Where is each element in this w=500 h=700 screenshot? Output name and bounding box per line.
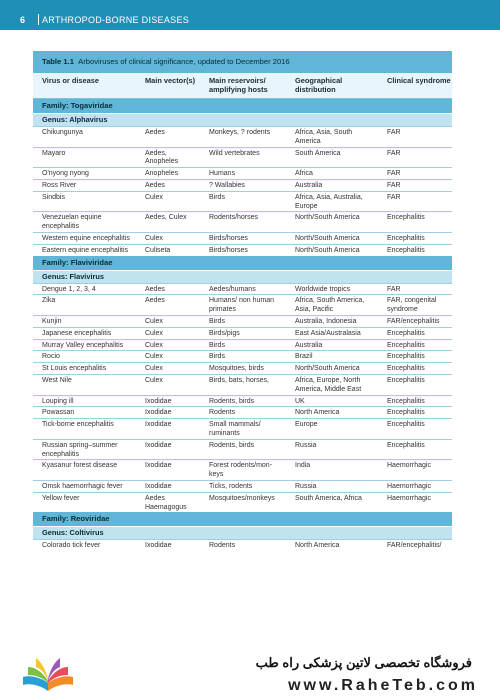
cell-virus: Zika: [42, 297, 56, 305]
cell-virus: Ross River: [42, 181, 77, 189]
cell-vector: Culiseta: [145, 246, 171, 254]
cell-distribution: East Asia/Australasia: [295, 329, 361, 337]
header-syndrome: Clinical syndrome: [387, 76, 451, 85]
cell-reservoir: Birds, bats, horses,: [209, 376, 269, 384]
open-book-logo-icon: [20, 653, 76, 693]
cell-reservoir: Birds: [209, 341, 225, 349]
table-header-row: [33, 73, 452, 99]
cell-virus: Mayaro: [42, 149, 66, 157]
cell-virus: Murray Valley encephalitis: [42, 341, 124, 349]
cell-reservoir: Wild vertebrates: [209, 149, 260, 157]
cell-virus: Western equine encephalitis: [42, 234, 130, 242]
table-row: [33, 362, 452, 374]
cell-virus: O'nyong nyong: [42, 170, 89, 178]
cell-virus: St Louis encephalitis: [42, 365, 107, 373]
cell-syndrome: Encephalitis: [387, 376, 425, 384]
page-number: 6: [20, 15, 26, 25]
cell-reservoir: Humans: [209, 170, 236, 178]
table-row: [33, 480, 452, 492]
cell-distribution: India: [295, 462, 311, 470]
table-row: [33, 374, 452, 395]
cell-distribution: Africa, South America, Asia, Pacific: [295, 297, 365, 314]
table-body: [33, 99, 452, 551]
table-row: [33, 147, 452, 168]
cell-distribution: Africa, Asia, Australia, Europe: [295, 193, 363, 210]
genus-heading: Genus: Alphavirus: [33, 113, 452, 126]
cell-vector: Aedes: [145, 285, 165, 293]
cell-virus: Yellow fever: [42, 494, 80, 502]
cell-reservoir: Birds: [209, 353, 225, 361]
cell-vector: Culex: [145, 341, 163, 349]
family-heading: Family: Reoviridae: [33, 512, 452, 526]
cell-syndrome: FAR, congenital syndrome: [387, 297, 437, 314]
cell-vector: Ixodidae: [145, 409, 172, 417]
cell-virus: Omsk haemorrhagic fever: [42, 482, 123, 490]
cell-reservoir: Aedes/humans: [209, 285, 256, 293]
brand-name: فروشگاه تخصصی لاتین پزشکی راه طب: [255, 655, 472, 670]
table-row: [33, 439, 452, 460]
cell-vector: Aedes Haemagogus: [145, 494, 187, 511]
cell-distribution: UK: [295, 397, 305, 405]
cell-syndrome: FAR: [387, 149, 401, 157]
cell-virus: West Nile: [42, 376, 72, 384]
cell-virus: Louping ill: [42, 397, 74, 405]
cell-reservoir: Rodents: [209, 409, 236, 417]
cell-reservoir: Birds: [209, 193, 225, 201]
family-heading: Family: Flaviviridae: [33, 256, 452, 270]
running-head-divider: [38, 14, 39, 25]
cell-syndrome: Haemorrhagic: [387, 462, 431, 470]
cell-distribution: Worldwide tropics: [295, 285, 351, 293]
cell-vector: Ixodidae: [145, 441, 172, 449]
cell-vector: Aedes, Anopheles: [145, 149, 179, 166]
header-distribution: Geographical distribution: [295, 76, 343, 94]
table-row: [33, 232, 452, 244]
table-row: [33, 191, 452, 212]
table-caption: [33, 51, 452, 73]
cell-syndrome: FAR: [387, 129, 401, 136]
cell-distribution: North/South America: [295, 246, 360, 254]
table-row: [33, 539, 452, 551]
cell-distribution: North America: [295, 542, 340, 550]
cell-vector: Ixodidae: [145, 542, 172, 550]
cell-distribution: North/South America: [295, 214, 360, 222]
cell-syndrome: Encephalitis: [387, 397, 425, 405]
cell-reservoir: Rodents/horses: [209, 214, 259, 222]
cell-distribution: North/South America: [295, 234, 360, 242]
cell-syndrome: Encephalitis: [387, 341, 425, 349]
cell-syndrome: FAR/encephalitis/: [387, 542, 442, 550]
cell-syndrome: Encephalitis: [387, 214, 425, 222]
cell-reservoir: Birds/horses: [209, 234, 248, 242]
cell-syndrome: Encephalitis: [387, 246, 425, 254]
cell-distribution: Africa: [295, 170, 313, 178]
genus-heading: Genus: Coltivirus: [33, 526, 452, 539]
header-vector: Main vector(s): [145, 76, 196, 85]
table-row: [33, 459, 452, 480]
cell-syndrome: Haemorrhagic: [387, 482, 431, 490]
cell-syndrome: Encephalitis: [387, 441, 425, 449]
cell-syndrome: Encephalitis: [387, 234, 425, 242]
cell-distribution: Russia: [295, 482, 317, 490]
cell-distribution: Russia: [295, 441, 317, 449]
cell-virus: Powassan: [42, 409, 75, 417]
header-virus: Virus or disease: [42, 76, 99, 85]
cell-vector: Aedes: [145, 181, 165, 189]
cell-virus: Japanese encephalitis: [42, 329, 112, 337]
cell-reservoir: Rodents: [209, 542, 236, 550]
cell-syndrome: Encephalitis: [387, 365, 425, 373]
cell-vector: Culex: [145, 376, 163, 384]
table-caption-text: Arboviruses of clinical significance, updated to December 2016: [78, 57, 290, 66]
cell-distribution: Africa, Asia, South America: [295, 129, 353, 145]
genus-heading: Genus: Flavivirus: [33, 270, 452, 283]
cell-virus: Venezuelan equine encephalitis: [42, 214, 102, 231]
cell-virus: Kunjin: [42, 317, 62, 325]
cell-vector: Aedes: [145, 297, 165, 305]
cell-vector: Ixodidae: [145, 462, 172, 470]
cell-virus: Russian spring–summer encephalitis: [42, 441, 118, 458]
cell-syndrome: FAR: [387, 193, 401, 201]
table-row: [33, 244, 452, 256]
cell-vector: Culex: [145, 329, 163, 337]
cell-syndrome: FAR: [387, 170, 401, 178]
table-row: [33, 492, 452, 513]
cell-reservoir: Rodents, birds: [209, 441, 255, 449]
table-row: [33, 126, 452, 147]
cell-vector: Culex: [145, 317, 163, 325]
cell-distribution: North America: [295, 409, 340, 417]
cell-distribution: South America: [295, 149, 341, 157]
table-row: [33, 283, 452, 295]
table-row: [33, 315, 452, 327]
table-row: [33, 294, 452, 315]
cell-vector: Culex: [145, 365, 163, 373]
chapter-title: ARTHROPOD-BORNE DISEASES: [42, 15, 190, 25]
cell-reservoir: ? Wallabies: [209, 181, 245, 189]
cell-vector: Culex: [145, 353, 163, 361]
cell-virus: Kyasanur forest disease: [42, 462, 118, 470]
cell-vector: Ixodidae: [145, 482, 172, 490]
cell-virus: Rocio: [42, 353, 60, 361]
arbovirus-table: [33, 51, 452, 643]
cell-virus: Sindbis: [42, 193, 65, 201]
cell-reservoir: Birds: [209, 317, 225, 325]
cell-virus: Eastern equine encephalitis: [42, 246, 129, 254]
cell-distribution: Brazil: [295, 353, 313, 361]
cell-reservoir: Rodents, birds: [209, 397, 255, 405]
cell-virus: Chikungunya: [42, 129, 83, 136]
running-head: [0, 0, 500, 30]
table-row: [33, 211, 452, 232]
cell-vector: Culex: [145, 193, 163, 201]
header-reservoir: Main reservoirs/ amplifying hosts: [209, 76, 268, 94]
cell-reservoir: Small mammals/ ruminants: [209, 421, 261, 437]
table-row: [33, 179, 452, 191]
table-row: [33, 350, 452, 362]
cell-distribution: Australia: [295, 341, 323, 349]
cell-reservoir: Ticks, rodents: [209, 482, 253, 490]
table-caption-label: Table 1.1: [42, 57, 74, 66]
cell-reservoir: Mosquitoes, birds: [209, 365, 264, 373]
family-heading: Family: Togaviridae: [33, 99, 452, 113]
cell-reservoir: Birds/horses: [209, 246, 248, 254]
table-row: [33, 418, 452, 439]
cell-syndrome: Encephalitis: [387, 409, 425, 417]
cell-distribution: Europe: [295, 421, 318, 429]
table-row: [33, 327, 452, 339]
table-row: [33, 339, 452, 351]
cell-vector: Aedes, Culex: [145, 214, 187, 222]
cell-syndrome: FAR: [387, 285, 401, 293]
cell-vector: Culex: [145, 234, 163, 242]
publisher-footer: [0, 643, 500, 700]
cell-reservoir: Humans/ non human primates: [209, 297, 274, 314]
table-row: [33, 395, 452, 407]
cell-vector: Anopheles: [145, 170, 179, 178]
cell-reservoir: Forest rodents/mon-keys: [209, 462, 273, 479]
cell-reservoir: Mosquitoes/monkeys: [209, 494, 275, 502]
cell-virus: Tick-borne encephalitis: [42, 421, 114, 429]
cell-distribution: South America, Africa: [295, 494, 362, 502]
cell-virus: Dengue 1, 2, 3, 4: [42, 285, 96, 293]
cell-reservoir: Monkeys, ? rodents: [209, 129, 271, 136]
cell-vector: Ixodidae: [145, 397, 172, 405]
cell-reservoir: Birds/pigs: [209, 329, 240, 337]
cell-distribution: Australia, Indonesia: [295, 317, 357, 325]
cell-distribution: North/South America: [295, 365, 360, 373]
cell-syndrome: Encephalitis: [387, 329, 425, 337]
cell-distribution: Australia: [295, 181, 323, 189]
cell-vector: Ixodidae: [145, 421, 172, 429]
cell-virus: Colorado tick fever: [42, 542, 101, 550]
cell-syndrome: FAR/encephalitis: [387, 317, 440, 325]
cell-syndrome: Encephalitis: [387, 353, 425, 361]
table-row: [33, 167, 452, 179]
cell-syndrome: FAR: [387, 181, 401, 189]
cell-vector: Aedes: [145, 129, 165, 136]
cell-syndrome: Haemorrhagic: [387, 494, 431, 502]
table-row: [33, 406, 452, 418]
cell-syndrome: Encephalitis: [387, 421, 425, 429]
cell-distribution: Africa, Europe, North America, Middle East: [295, 376, 362, 393]
brand-url: www.RaheTeb.com: [288, 677, 478, 694]
